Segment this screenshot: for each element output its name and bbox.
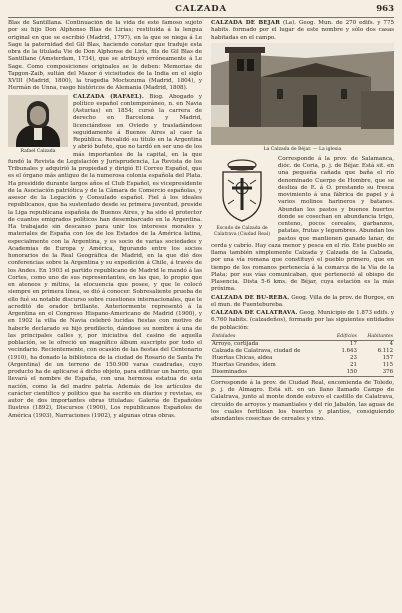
coat-of-arms-figure (211, 158, 273, 238)
table-cell: 115 (382, 361, 393, 368)
entry-calzada-de-bureba (211, 295, 394, 310)
table-row (211, 355, 394, 362)
left-column (8, 20, 202, 608)
church-photo (211, 43, 394, 145)
table-cell: Huertas Chicas, aldea (212, 354, 273, 361)
entry-body: Biog. Abogado y político español contemporáneo, n. en Navia (Asturias) en 1854; cursó la carrera de derecho en Barcelona y Madrid, licenciándose en Oviedo y trasladándose seguidamente á Buenos Aires al caer la República. Revalidó su título en la Argentina y abrió bufete, que no tardó en ser uno de los más importantes de la capital, en la que fundó la Revista de Legislación y Jurisprudencia, La Revista de los Tribunales y adquirió la propiedad y dirigió El Correo Español, que es el órgano más antiguo de la numerosa colonia española del Plata. Ha presidido durante largos años el Club Español, es vicepresidente de la Asociación patriótica y de la Cámara de Comercio españolas, y asesor de la Legación y Consulado español. Fiel á los ideales republicanos, que ha sustentado desde su primera juventud, preside la Liga republicana española de Buenos Aires, y ha sido el protector de cuantos emigrados políticos han desembarcado en la Argentina. Ha trabajado sin descanso para unir los intereses morales y materiales de España con los de los Estados de la América latina, especialmente con la Argentina, y es socio de varias sociedades y Academias de Europa y América, figurando entre los socios honorarios de la Real Geográfica de Madrid, en la que dió dos conferencias sobre la Argentina y su expedición á Chile, á través de los Andes. En 1903 el partido republicano de Madrid le mandó á las Cortes, como uno de sus representantes, en las que, lo propio que en ateneos y mítins, la elocuencia que posee, y que le colocó siempre en primera línea, se dió á conocer. Sobresaliente prueba de ello fué su notable discurso sobre cuestiones internacionales, que le acreditó de orador brillante. Anteriormente representó á la Argentina en el Congreso Hispano-Americano de Madrid (1900), y en 1902 la villa de Navia celebró lucidas fiestas con motivo de haberle declarado su hijo predilecto, dándose su nombre á una de las principales calles y, por iniciativa del casino de aquella población, se le ofreció un magnífico álbum suscripto por todo el vecindario. Recientemente, con ocasión de las fiestas del Centenario (1910), ha donado la biblioteca de la ciudad de Rosario de Santa Fe (Argentina) de un terreno de 150.900 varas cuadradas, cuyo producto ha de aplicarse á dicho objeto, para edificar un barrio, que llevará el nombre de España, con una hermosa estatua de esta nación, como la del madre patria. Además de los artículos de carácter científico y político que ha escrito en diarios y revistas, es autor de dos importantes obras tituladas: Galería de Españoles Ilustres (1892), Discursos (1900), Los republicanos Españoles de América (1903), Narraciones (1902), y algunas otras obras. (8, 93, 202, 419)
running-header (8, 4, 394, 16)
portrait-caption: Rafael Calzada (20, 148, 56, 154)
header-rule (8, 17, 394, 18)
coat-of-arms-caption: Escudo de Calzada de Calatrava (Ciudad Real) (213, 225, 271, 237)
table-cell: 6.112 (377, 347, 393, 354)
table-cell: 157 (382, 354, 393, 361)
running-title: CALZADA (175, 4, 227, 14)
table-cell: 21 (350, 361, 357, 368)
right-column (211, 20, 394, 608)
coat-of-arms-image (215, 158, 269, 224)
column-header: Edificios (329, 333, 358, 341)
table-header-row (211, 333, 394, 341)
population-table (211, 333, 394, 377)
church-photo-figure (211, 43, 394, 153)
table-cell: 150 (329, 369, 358, 377)
entry-headword: CALZADA (RAFAEL). (73, 93, 145, 100)
church-photo-caption: La Calzada de Béjar. — La iglesia (263, 146, 342, 152)
table-cell: 17 (350, 340, 357, 347)
portrait-photo (8, 95, 68, 147)
table-row (211, 348, 394, 355)
column-header: Entidades (211, 333, 329, 341)
entry-continuation: Blas de Santillana. Continuación de la vida de este famoso sujeto por su hijo Don Alphonso Blas de Lirias; restituida á la lengua original en que se escribió (Madrid, 1797), en la que se niega á Le Sage la paternidad del Gil Blas, haciendo constar que traduje esta obra de la titulada Vie de Don Alphonse de Liris, fils de Gil Blas de Santillane (Amsterdam, 1734), que se atribuyó erróneamente á Le Sage. Como composiciones originales se le deben: Memorias de Tapgon-Zaib, sultán del Mazor ó vicisitudes de la India en el siglo XVIII (Madrid, 1800), la tragedia Moctezuma (Madrid, 1804), y Hermán de Unna, rasgo históricos de Alemania (Madrid, 1808). (8, 20, 202, 92)
entry-calzada-de-bejar-description: Corresponde á la prov. de Salamanca, dióc. de Coria, p. j. de Béjar. Está sit. en una pequeña cañada que baña el río denominado Cuerpo de Hombre, que se desliza de E. á O. prestando su fresca movimiento á una fábrica de papel y á varios molinos harineros y batanes. Abundan los pastos y buenos huertos donde se cosechan en abundancia trigo, centeno, pocos cereales, garbanzos, patatas, frutas y legumbres. Abundan los pastos que mantienen ganado lanar, de cerda y cabrío. Hay caza menor y pesca en el río. Este pueblo se llama también simplemente Calzada y Calzada de la Calzada, por una vía romana que constituyó el pueblo primero, que en tiempo de los romanos pertenecía á la comarca de la Vía de la Plata; por sus vías comunicaban, que perteneció al obispo de Plasencia. Dista 5-6 kms. de Béjar, cuya estación es la más próxima. (211, 155, 394, 293)
table-cell: 1.643 (341, 347, 357, 354)
entry-headword: CALZADA DE CALATRAVA. (211, 310, 298, 316)
table-row (211, 369, 394, 377)
entry-body: (La). Geog. Mun. de 270 edifs. y 775 habits. formado por el lugar de este nombre y sólo dos casas habitadas en el campo. (211, 20, 394, 41)
table-cell: 4 (389, 340, 393, 347)
page-number: 963 (376, 4, 394, 14)
entry-body: Geog. Municipio de 1.873 edifs. y 6.760 habits. (calzadeños), formado por las siguientes entidades de población: (211, 310, 394, 331)
table-row (211, 362, 394, 369)
table-cell: Huertas Grandes, ídem (212, 361, 276, 368)
entry-headword: CALZADA DE BU-REBA. (211, 294, 290, 301)
table-cell: Arroyo, cortijada (212, 340, 259, 347)
column-header: Habitantes (358, 333, 394, 341)
table-cell: Diseminados (211, 369, 329, 377)
entry-calzada-de-calatrava (211, 310, 394, 332)
table-cell: 376 (358, 369, 394, 377)
entry-calzada-de-calatrava-description: Corresponde á la prov. de Ciudad Real, encomienda de Toledo, p. j. de Almagro. Está sit. en un llano llamado Campo de Calatrava, junto al monte donde estuvo el castillo de Calatrava, circuído de arroyos y manantiales y del río Jabalón, las aguas de los cuales fertilizan los huertos y plantíos, consiguiendo abundantes cosechas de cereales y vino. (211, 379, 394, 422)
table-row (211, 340, 394, 348)
portrait-figure (8, 95, 68, 155)
entry-body: Geog. Villa de la prov. de Burgos, en el mun. de Fuentebureba. (211, 294, 394, 308)
entry-headword: CALZADA DE BÉJAR (211, 20, 280, 26)
entry-calzada-de-bejar (211, 20, 394, 42)
table-cell: Calzada de Calatrava, ciudad de (212, 347, 301, 354)
table-cell: 23 (350, 354, 357, 361)
